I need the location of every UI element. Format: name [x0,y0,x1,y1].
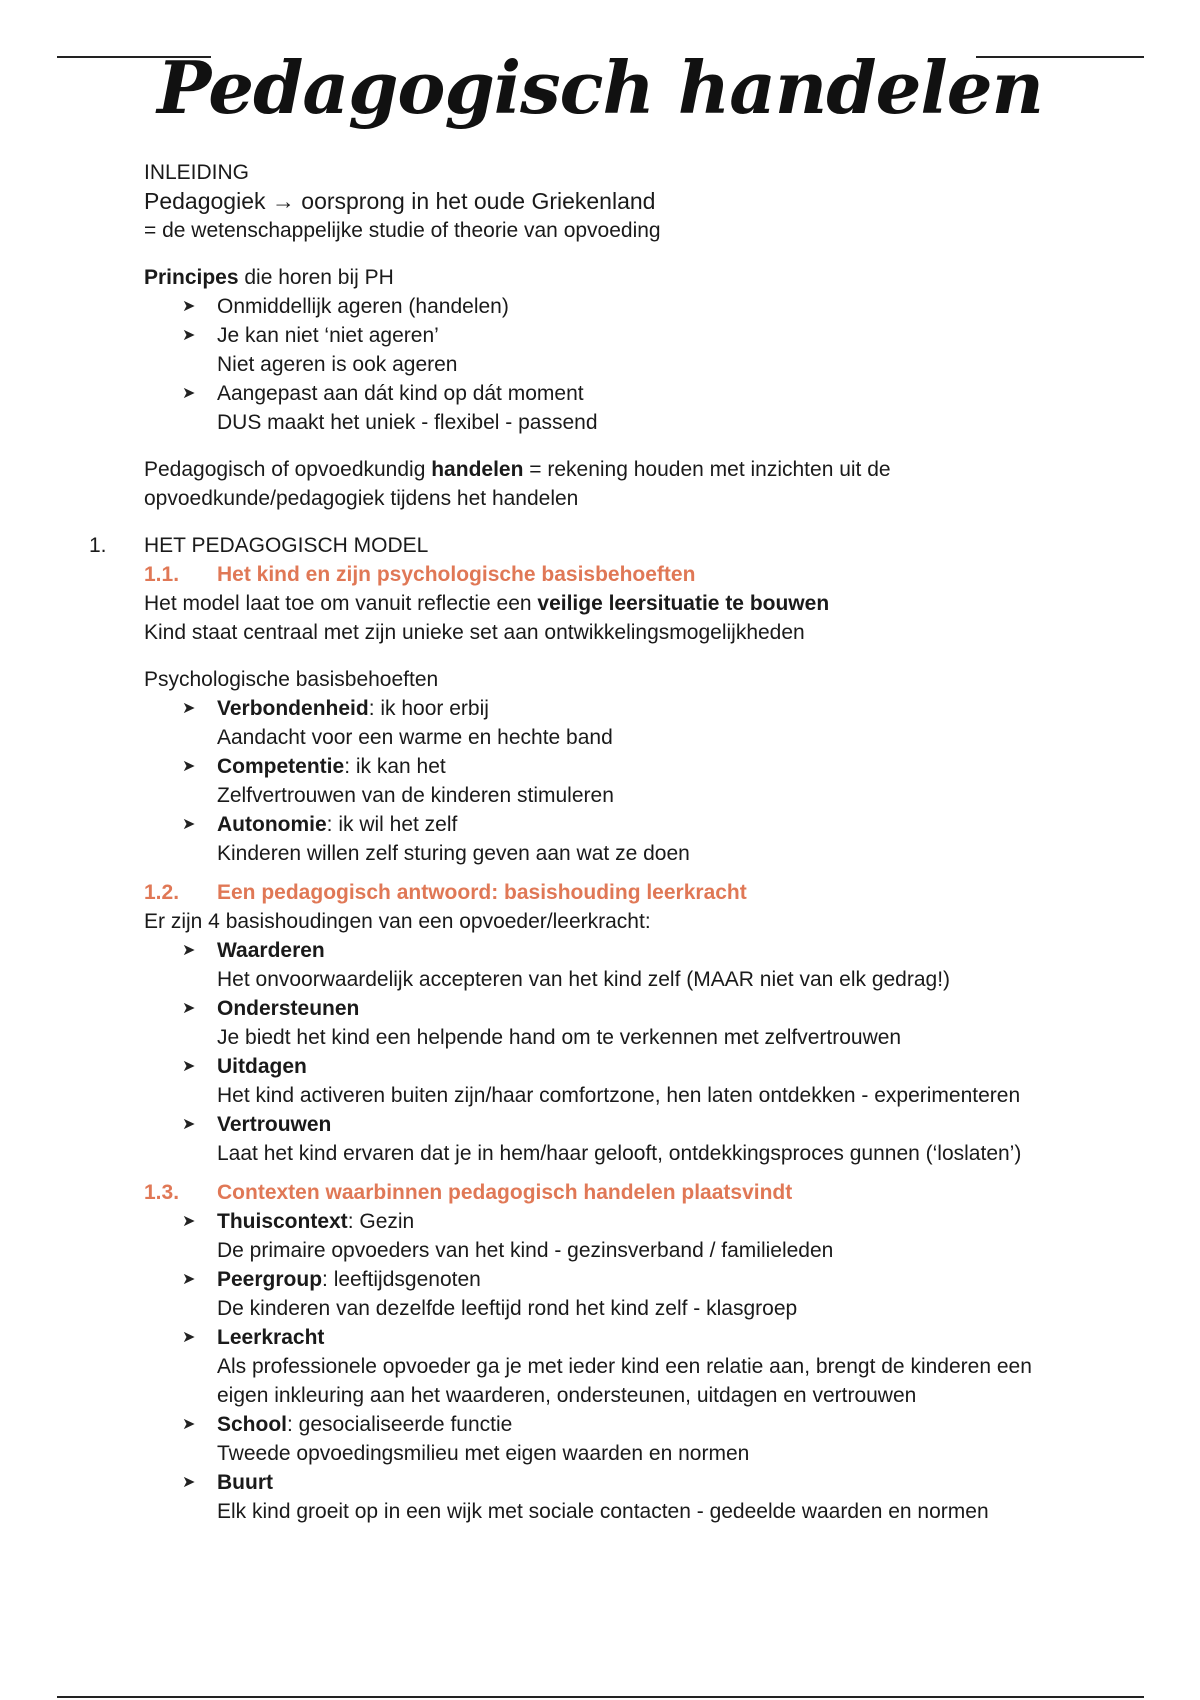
arrow-bullet-icon: ➤ [182,1116,196,1133]
intro-line-2: = de wetenschappelijke studie of theorie van opvoeding [144,219,661,242]
document-body [89,158,1104,1526]
list-item: ➤ Waarderen [144,936,1104,965]
paragraph: Er zijn 4 basishoudingen van een opvoeder/leerkracht: [144,910,651,933]
arrow-bullet-icon: ➤ [182,942,196,959]
definition-line-1: Pedagogisch of opvoedkundig handelen = rekening houden met inzichten uit de [144,458,891,481]
list-item-detail: Kinderen willen zelf sturing geven aan wat ze doen [217,842,690,865]
list-item: ➤ Autonomie: ik wil het zelf [144,810,1104,839]
section-heading: 1. HET PEDAGOGISCH MODEL [144,531,1104,560]
list-item-detail: Zelfvertrouwen van de kinderen stimuleren [217,784,614,807]
arrow-bullet-icon: ➤ [182,1213,196,1230]
list-item-detail: De primaire opvoeders van het kind - gezinsverband / familieleden [217,1239,834,1262]
list-item: ➤ Onmiddellijk ageren (handelen) [144,292,1104,321]
list-item: ➤ Verbondenheid: ik hoor erbij [144,694,1104,723]
arrow-bullet-icon: ➤ [182,700,196,717]
arrow-bullet-icon: ➤ [182,1474,196,1491]
principles-heading: Principes die horen bij PH [144,266,394,289]
subsection-heading-1-3: 1.3. Contexten waarbinnen pedagogisch handelen plaatsvindt [144,1181,793,1204]
definition-line-2: opvoedkunde/pedagogiek tijdens het handelen [144,487,579,510]
list-item: ➤ Aangepast aan dát kind op dát moment [144,379,1104,408]
paragraph: Kind staat centraal met zijn unieke set aan ontwikkelingsmogelijkheden [144,621,805,644]
arrow-bullet-icon: ➤ [182,298,196,315]
paragraph: Het model laat toe om vanuit reflectie een veilige leersituatie te bouwen [144,592,830,615]
intro-label: INLEIDING [144,161,250,184]
list-item: ➤ Leerkracht [144,1323,1104,1352]
arrow-bullet-icon: ➤ [182,1271,196,1288]
section-number: 1. [89,534,107,557]
arrow-bullet-icon: ➤ [182,1329,196,1346]
list-item: ➤ Je kan niet ‘niet ageren’ [144,321,1104,350]
bottom-rule [57,1696,1144,1698]
list-item: ➤ Vertrouwen [144,1110,1104,1139]
list-item-detail: eigen inkleuring aan het waarderen, ondersteunen, uitdagen en vertrouwen [217,1384,917,1407]
arrow-bullet-icon: ➤ [182,327,196,344]
list-item-detail: Niet ageren is ook ageren [217,353,458,376]
list-item-detail: Als professionele opvoeder ga je met ieder kind een relatie aan, brengt de kinderen een [217,1355,1032,1378]
subsection-heading-1-1: 1.1. Het kind en zijn psychologische basisbehoeften [144,563,696,586]
subsection-heading-1-2: 1.2. Een pedagogisch antwoord: basishouding leerkracht [144,881,747,904]
list-item: ➤ Thuiscontext: Gezin [144,1207,1104,1236]
arrow-bullet-icon: ➤ [182,1058,196,1075]
list-item: ➤ Uitdagen [144,1052,1104,1081]
list-item-detail: Het kind activeren buiten zijn/haar comfortzone, hen laten ontdekken - experimenteren [217,1084,1021,1107]
list-item-detail: DUS maakt het uniek - flexibel - passend [217,411,598,434]
list-item-detail: Laat het kind ervaren dat je in hem/haar gelooft, ontdekkingsproces gunnen (‘loslaten’) [217,1142,1022,1165]
arrow-bullet-icon: ➤ [182,385,196,402]
list-item-detail: Tweede opvoedingsmilieu met eigen waarden en normen [217,1442,750,1465]
list-item: ➤ Competentie: ik kan het [144,752,1104,781]
arrow-bullet-icon: ➤ [182,758,196,775]
arrow-bullet-icon: ➤ [182,816,196,833]
list-item-detail: De kinderen van dezelfde leeftijd rond het kind zelf - klasgroep [217,1297,798,1320]
intro-line-1: Pedagogiek → oorsprong in het oude Griekenland [144,188,656,214]
arrow-bullet-icon: ➤ [182,1000,196,1017]
list-item: ➤ Peergroup: leeftijdsgenoten [144,1265,1104,1294]
list-item: ➤ Ondersteunen [144,994,1104,1023]
list-item-detail: Je biedt het kind een helpende hand om te verkennen met zelfvertrouwen [217,1026,902,1049]
page-title: Pedagogisch handelen [157,45,1043,130]
list-item-detail: Elk kind groeit op in een wijk met sociale contacten - gedeelde waarden en normen [217,1500,989,1523]
list-item: ➤ School: gesocialiseerde functie [144,1410,1104,1439]
list-item-detail: Aandacht voor een warme en hechte band [217,726,613,749]
list-heading: Psychologische basisbehoeften [144,668,439,691]
arrow-bullet-icon: ➤ [182,1416,196,1433]
list-item: ➤ Buurt [144,1468,1104,1497]
list-item-detail: Het onvoorwaardelijk accepteren van het kind zelf (MAAR niet van elk gedrag!) [217,968,951,991]
